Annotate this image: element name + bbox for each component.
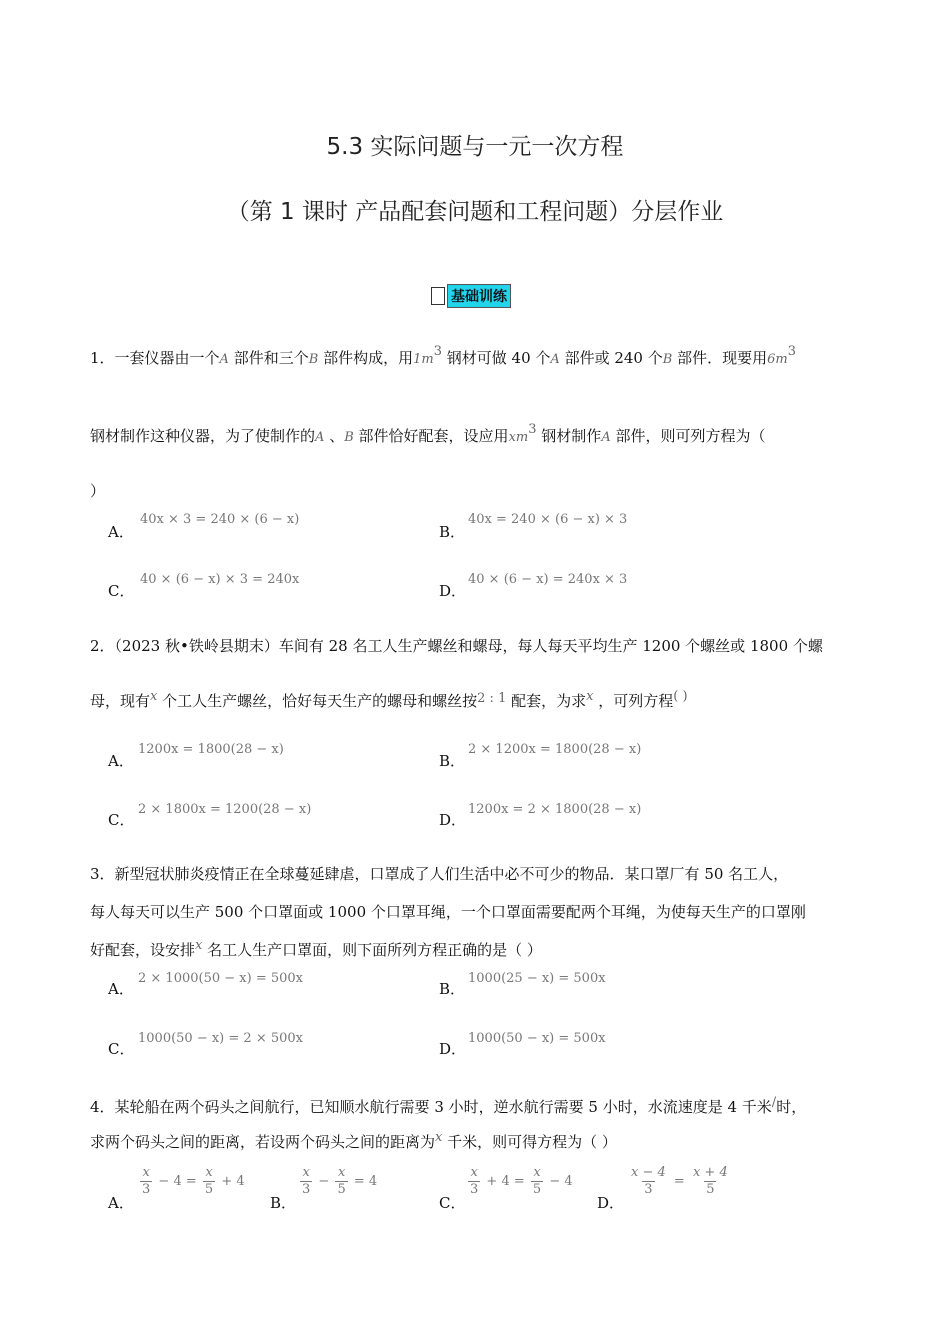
section-label: 基础训练	[447, 284, 511, 308]
q3-expr-a: 2 × 1000(50 − x) = 500x	[138, 971, 303, 986]
q3-option-a[interactable]: A．	[108, 980, 134, 998]
q1-option-a[interactable]: A．	[108, 523, 134, 541]
q1-expr-a: 40x × 3 = 240 × (6 − x)	[140, 512, 300, 527]
q3-option-c[interactable]: C．	[108, 1040, 135, 1058]
q1-expr-c: 40 × (6 − x) × 3 = 240x	[140, 572, 300, 587]
q3-expr-d: 1000(50 − x) = 500x	[468, 1031, 606, 1046]
q2-option-a[interactable]: A．	[108, 752, 134, 770]
q4-expr-a: $\frac{x}{3}$ − 4 = $\frac{x}{5}$ + 4	[142, 1165, 245, 1197]
q4-option-b[interactable]: B．	[270, 1194, 297, 1212]
q4-option-d[interactable]: D．	[597, 1194, 625, 1212]
q4-option-a[interactable]: A．	[108, 1194, 134, 1212]
title-line-2: （第 1 课时 产品配套问题和工程问题）分层作业	[226, 199, 724, 225]
q2-expr-c: 2 × 1800x = 1200(28 − x)	[138, 802, 312, 817]
q3-expr-c: 1000(50 − x) = 2 × 500x	[138, 1031, 303, 1046]
q2-option-d[interactable]: D．	[439, 811, 467, 829]
q4-expr-b: $\frac{x}{3}$ − $\frac{x}{5}$ = 4	[302, 1165, 378, 1197]
q2-line-1: 2．（2023 秋•铁岭县期末）车间有 28 名工人生产螺丝和螺母，每人每天平均生产 1200 个螺丝或 1800 个螺	[90, 637, 823, 655]
q2-option-b[interactable]: B．	[439, 752, 466, 770]
q4-expr-d: $\frac{x - 4}{3}$ = $\frac{x + 4}{5}$	[631, 1165, 728, 1197]
q2-option-c[interactable]: C．	[108, 811, 135, 829]
q2-expr-b: 2 × 1200x = 1800(28 − x)	[468, 742, 642, 757]
q1-expr-d: 40 × (6 − x) = 240x × 3	[468, 572, 628, 587]
q2-line-2: 母，现有x 个工人生产螺丝，恰好每天生产的螺母和螺丝按2 : 1 配套，为求x ，可列方程( )	[90, 689, 688, 710]
q1-line-3: ）	[90, 482, 106, 500]
q3-option-d[interactable]: D．	[439, 1040, 467, 1058]
q3-option-b[interactable]: B．	[439, 980, 466, 998]
q3-expr-b: 1000(25 − x) = 500x	[468, 971, 606, 986]
q4-line-1: 4．某轮船在两个码头之间航行，已知顺水航行需要 3 小时，逆水航行需要 5 小时，水流速度是 4 千米/时，	[90, 1095, 807, 1116]
q3-line-2: 每人每天可以生产 500 个口罩面或 1000 个口罩耳绳，一个口罩面需要配两个耳绳，为使每天生产的口罩刚	[90, 903, 806, 921]
title-line-1: 5.3 实际问题与一元一次方程	[326, 134, 624, 160]
q4-line-2: 求两个码头之间的距离，若设两个码头之间的距离为x 千米，则可得方程为（ ）	[90, 1130, 617, 1151]
q4-expr-c: $\frac{x}{3}$ + 4 = $\frac{x}{5}$ − 4	[470, 1165, 573, 1197]
q1-line-1: 1．一套仪器由一个A 部件和三个B 部件构成，用$1m^3$ 钢材可做 40 个A 部件或 240 个B 部件．现要用$6m^3$	[90, 344, 796, 367]
q2-expr-a: 1200x = 1800(28 − x)	[138, 742, 284, 757]
q1-line-2: 钢材制作这种仪器，为了使制作的A 、B 部件恰好配套，设应用$xm^3$ 钢材制作A 部件，则可列方程为（	[90, 422, 766, 445]
q1-option-c[interactable]: C．	[108, 582, 135, 600]
checkbox-icon	[431, 287, 445, 305]
q3-line-1: 3．新型冠状肺炎疫情正在全球蔓延肆虐，口罩成了人们生活中必不可少的物品．某口罩厂有 50 名工人，	[90, 865, 789, 883]
q3-line-3: 好配套，设安排x 名工人生产口罩面，则下面所列方程正确的是（ ）	[90, 938, 542, 959]
q1-expr-b: 40x = 240 × (6 − x) × 3	[468, 512, 628, 527]
q1-option-d[interactable]: D．	[439, 582, 467, 600]
section-heading	[431, 284, 511, 308]
q2-expr-d: 1200x = 2 × 1800(28 − x)	[468, 802, 642, 817]
q4-option-c[interactable]: C．	[439, 1194, 466, 1212]
q1-option-b[interactable]: B．	[439, 523, 466, 541]
